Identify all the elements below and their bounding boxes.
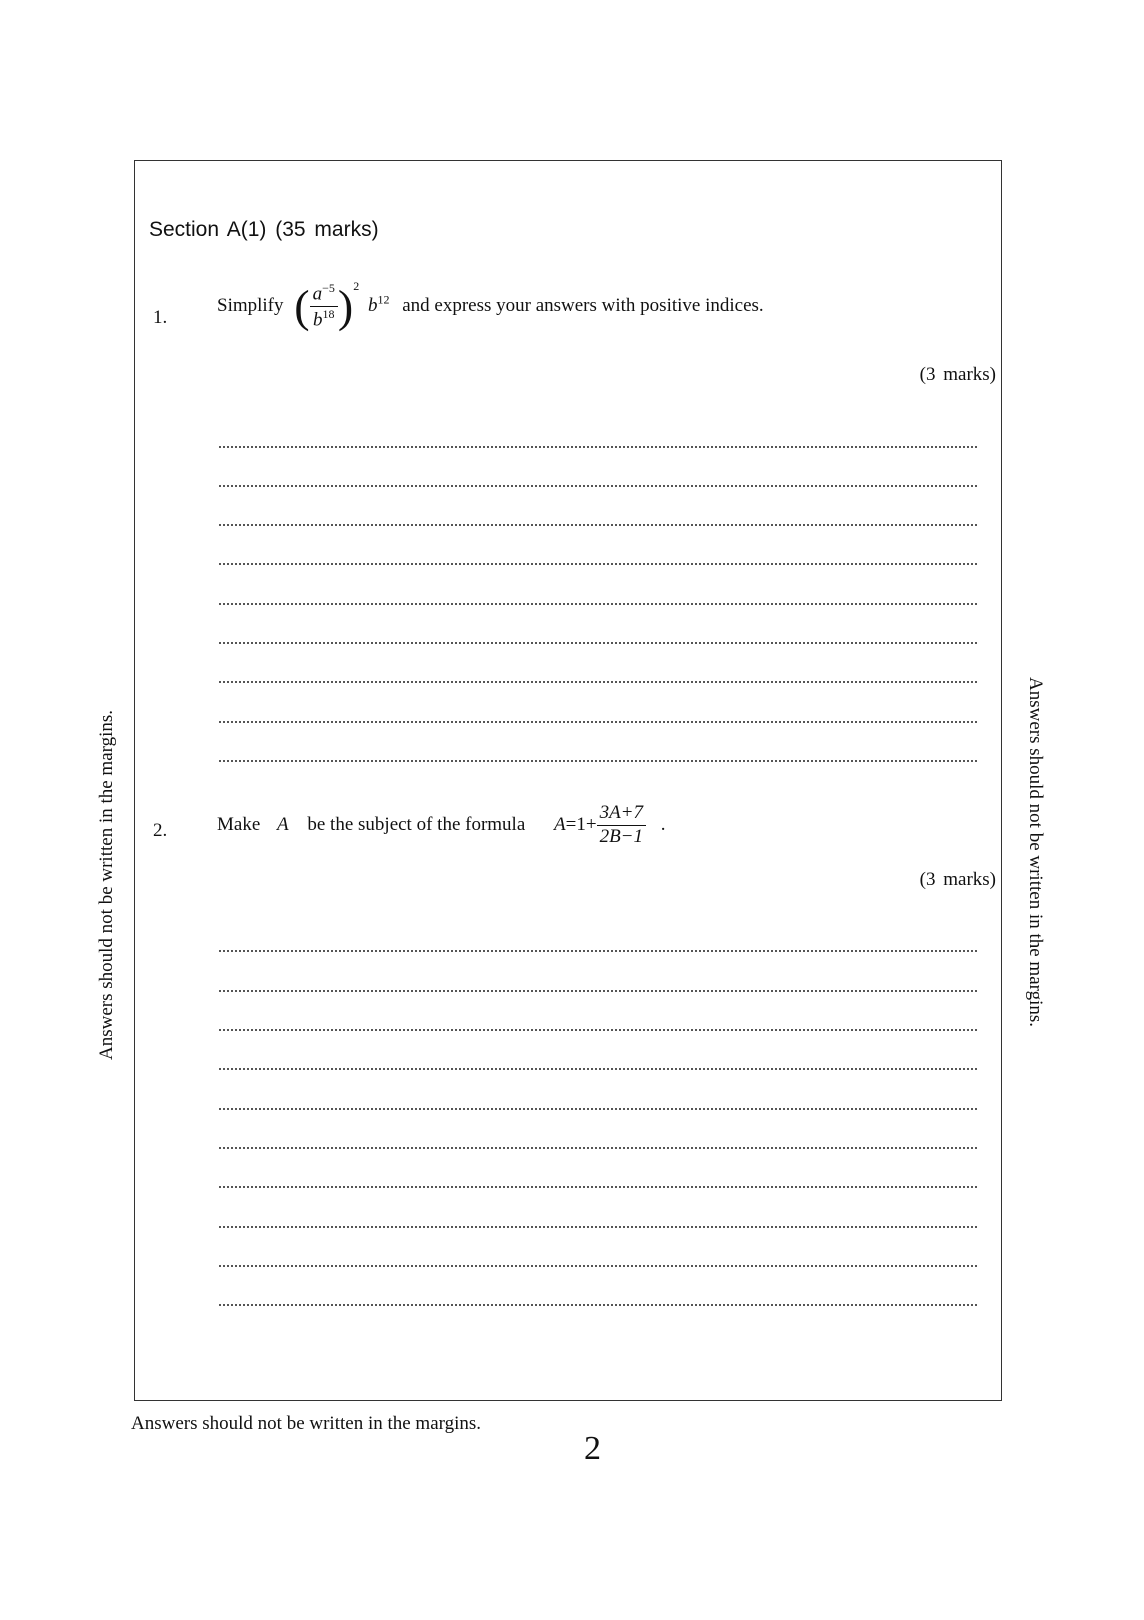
answer-line[interactable] [219,446,977,448]
answer-line[interactable] [219,760,977,762]
question-2-number: 2. [153,820,168,841]
question-2-text [217,803,666,848]
question-2-marks: (3 marks) [919,869,996,890]
answer-line[interactable] [219,1265,977,1267]
question-2-formula: A=1+ $\frac{3A+7}{2B-1}$ . [554,802,666,847]
answer-line[interactable] [219,485,977,487]
question-2-variable: A [277,813,289,835]
answer-line[interactable] [219,1147,977,1149]
section-title: Section A(1) (35 marks) [149,218,379,241]
question-2-instruction: be the subject of the formula [307,813,526,835]
answer-line[interactable] [219,990,977,992]
answer-frame [134,160,1002,1401]
question-1-number: 1. [153,307,168,328]
question-1-expression: ( $\frac{a^{-5}}{b^{18}}$ )$^2$ $b^{12}$ [294,278,390,332]
answer-line[interactable] [219,1068,977,1070]
answer-line[interactable] [219,603,977,605]
question-1-instruction: and express your answers with positive indices. [402,295,764,317]
answer-line[interactable] [219,642,977,644]
question-2-make: Make [217,813,261,835]
answer-line[interactable] [219,721,977,723]
question-1-marks: (3 marks) [919,364,996,385]
answer-line[interactable] [219,563,977,565]
answer-line[interactable] [219,1029,977,1031]
footer-margin-note: Answers should not be written in the margins. [131,1413,482,1434]
answer-line[interactable] [219,524,977,526]
answer-line[interactable] [219,1186,977,1188]
answer-line[interactable] [219,950,977,952]
answer-line[interactable] [219,1226,977,1228]
answer-line[interactable] [219,681,977,683]
question-1-verb: Simplify [217,295,284,317]
left-margin-note: Answers should not be written in the margins. [96,709,117,1060]
page-number: 2 [584,1430,601,1467]
question-1-text [217,278,764,332]
answer-line[interactable] [219,1108,977,1110]
right-margin-note: Answers should not be written in the margins. [1025,677,1046,1028]
answer-line[interactable] [219,1304,977,1306]
